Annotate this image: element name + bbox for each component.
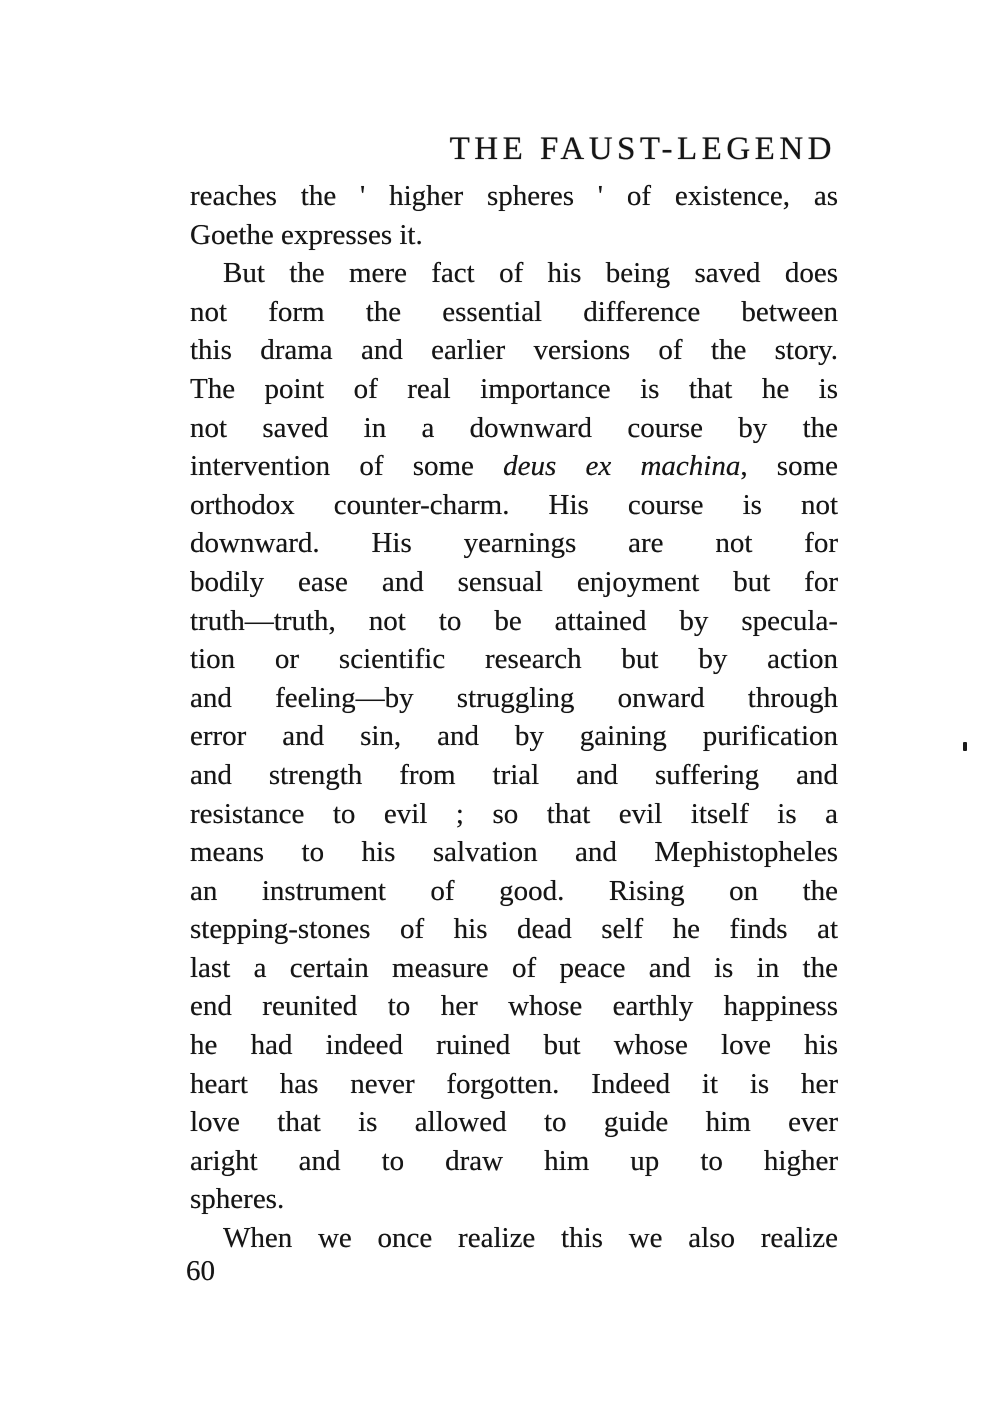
text-line: means to his salvation and Mephistopheles [190,836,838,869]
text-line: this drama and earlier versions of the story. [190,334,838,367]
text-line: last a certain measure of peace and is in the [190,951,838,984]
text-line: stepping-stones of his dead self he finds at [190,913,838,946]
text-line: tion or scientific research but by action [190,643,838,676]
text-line: not saved in a downward course by the [190,411,838,444]
text-line: heart has never forgotten. Indeed it is her [190,1067,838,1100]
text-line: an instrument of good. Rising on the [190,874,838,907]
text-line: truth—truth, not to be attained by specula- [190,604,838,637]
text-line: Goethe expresses it. [190,218,423,251]
text-line: reaches the ' higher spheres ' of existence, as [190,180,838,212]
running-header: THE FAUST-LEGEND [449,131,836,167]
text-line: The point of real importance is that he is [190,372,838,405]
text-line: he had indeed ruined but whose love his [190,1029,838,1062]
text-line: love that is allowed to guide him ever [190,1106,838,1139]
text-line: not form the essential difference between [190,295,838,328]
italic-phrase: deus ex machina [503,450,741,483]
text-line: spheres. [190,1183,285,1216]
text-segment: , some [740,450,838,483]
text-line: When we once realize this we also realize [223,1222,838,1255]
text-line: and feeling—by struggling onward through [190,681,838,714]
text-line: bodily ease and sensual enjoyment but for [190,565,838,598]
scan-speck-mark [963,742,967,751]
text-line: aright and to draw him up to higher [190,1144,838,1177]
text-line: and strength from trial and suffering and [190,758,838,791]
text-line: orthodox counter-charm. His course is not [190,488,838,521]
text-segment: intervention of some [190,450,474,483]
text-line: error and sin, and by gaining purification [190,720,838,753]
text-line: downward. His yearnings are not for [190,527,838,560]
page-body [190,177,838,1258]
text-line: end reunited to her whose earthly happiness [190,990,838,1023]
page-number: 60 [186,1255,215,1287]
text-line: But the mere fact of his being saved does [223,257,838,290]
text-line: resistance to evil ; so that evil itself is a [190,797,838,830]
text-line-with-italic [190,447,838,486]
